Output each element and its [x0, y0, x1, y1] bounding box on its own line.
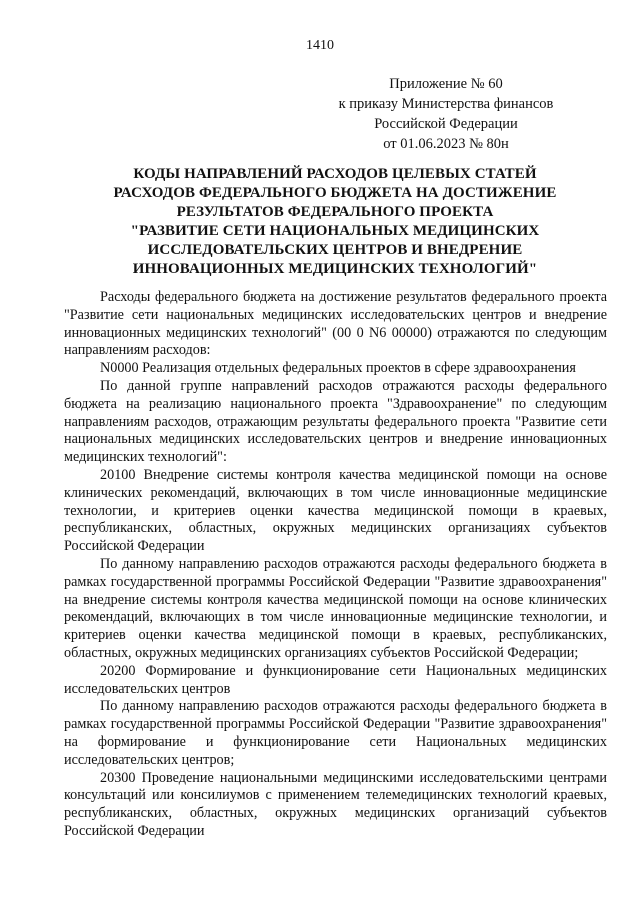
- expense-code-heading: N0000 Реализация отдельных федеральных проектов в сфере здравоохранения: [100, 360, 576, 377]
- intro-paragraph: Расходы федерального бюджета на достижение результатов федерального проекта "Развитие сети национальных медицинских исследовательских центров и внедрение инновационных медицинских технологий" (00 0 N6 00000) отражаются по следующим направлениям расходов:: [64, 289, 607, 359]
- title-line: ИССЛЕДОВАТЕЛЬСКИХ ЦЕНТРОВ И ВНЕДРЕНИЕ: [147, 242, 523, 258]
- expense-code-heading: 20300 Проведение национальными медицинскими исследовательскими центрами консультаций или консилиумов с применением телемедицинских технологий краевых, республиканских, областных, окружных медицинских организаций субъектов Российской Федерации: [64, 769, 607, 839]
- document-title: [64, 165, 606, 279]
- appendix-line: Российской Федерации: [374, 116, 518, 132]
- appendix-line: от 01.06.2023 № 80н: [383, 136, 509, 152]
- page-number: 1410: [306, 38, 334, 53]
- paragraph: По данной группе направлений расходов отражаются расходы федерального бюджета на реализацию национального проекта "Здравоохранение" по следующим направлениям расходов, отражающим результаты федерального проекта "Развитие сети национальных медицинских исследовательских центров и внедрение инновационных медицинских технологий":: [64, 377, 607, 466]
- expense-code-heading: 20100 Внедрение системы контроля качества медицинской помощи на основе клинических рекомендаций, включающих в том числе инновационные медицинские технологии, и критериев оценки качества медицинской помощи в краевых, республиканских, областных, окружных медицинских организациях субъектов Российской Федерации: [64, 466, 607, 555]
- title-line: ИННОВАЦИОННЫХ МЕДИЦИНСКИХ ТЕХНОЛОГИЙ": [132, 261, 538, 277]
- paragraph: По данному направлению расходов отражаются расходы федерального бюджета в рамках государственной программы Российской Федерации "Развитие здравоохранения" на формирование и функционирование сети Национальных медицинских исследовательских центров;: [64, 698, 607, 768]
- title-line: "РАЗВИТИЕ СЕТИ НАЦИОНАЛЬНЫХ МЕДИЦИНСКИХ: [130, 223, 540, 239]
- appendix-header: [316, 74, 576, 154]
- document-body: [64, 289, 607, 841]
- title-line: РАСХОДОВ ФЕДЕРАЛЬНОГО БЮДЖЕТА НА ДОСТИЖЕНИЕ: [113, 185, 557, 201]
- expense-code-heading: 20200 Формирование и функционирование сети Национальных медицинских исследовательских центров: [64, 662, 607, 697]
- paragraph: По данному направлению расходов отражаются расходы федерального бюджета в рамках государственной программы Российской Федерации "Развитие здравоохранения" на внедрение системы контроля качества медицинской помощи на основе клинических рекомендаций, включающих в том числе инновационные медицинские технологии, и критериев оценки качества медицинской помощи в краевых, республиканских, областных, окружных медицинских организациях субъектов Российской Федерации;: [64, 555, 607, 661]
- title-line: КОДЫ НАПРАВЛЕНИЙ РАСХОДОВ ЦЕЛЕВЫХ СТАТЕЙ: [133, 166, 537, 182]
- appendix-line: к приказу Министерства финансов: [338, 96, 554, 112]
- title-line: РЕЗУЛЬТАТОВ ФЕДЕРАЛЬНОГО ПРОЕКТА: [176, 204, 494, 220]
- appendix-line: Приложение № 60: [389, 76, 503, 92]
